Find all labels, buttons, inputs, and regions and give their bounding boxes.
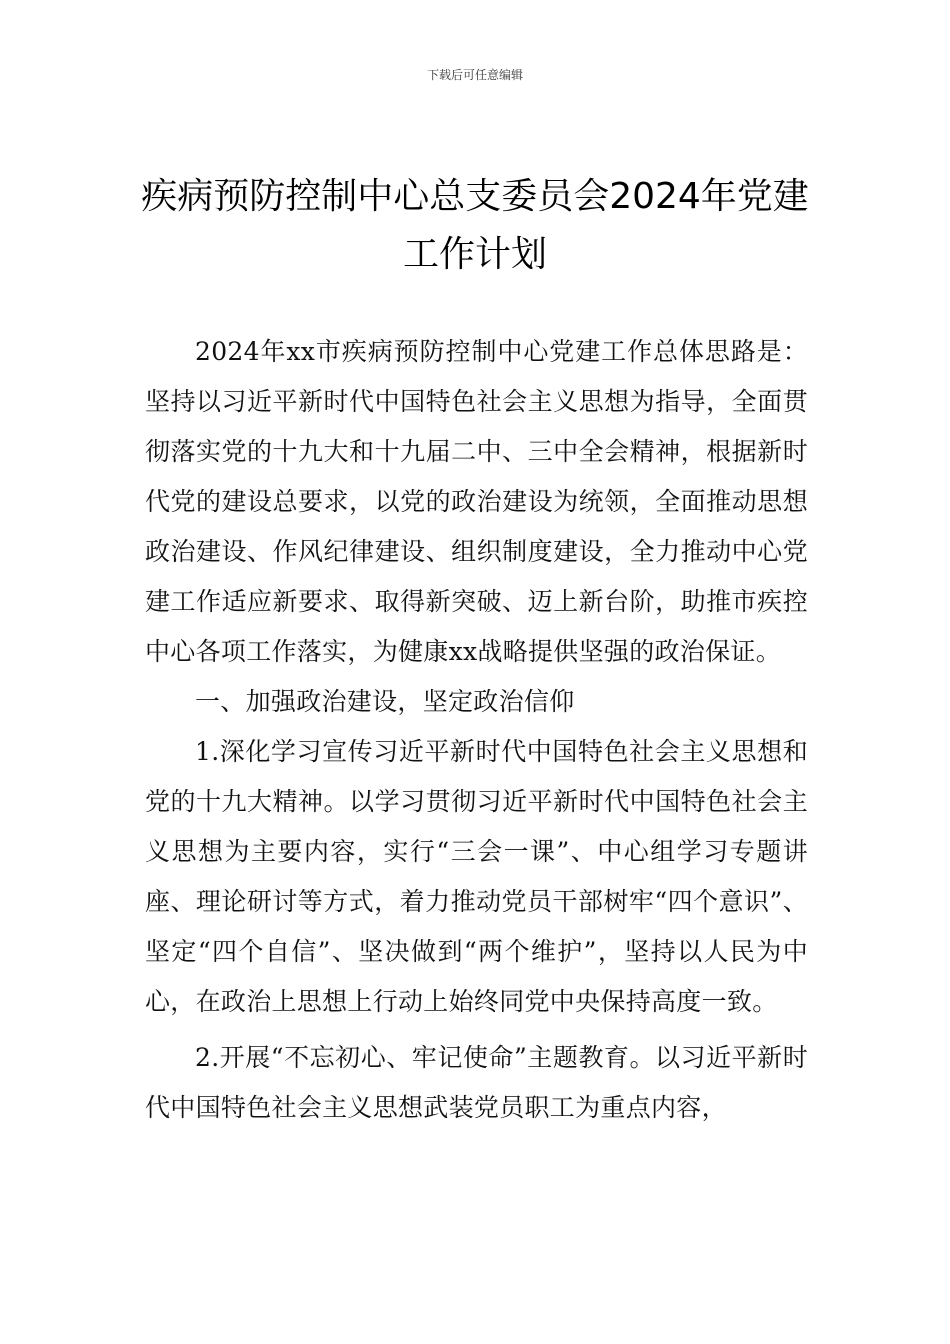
item-2-paragraph: 2.开展“不忘初心、牢记使命”主题教育。以习近平新时代中国特色社会主义思想武装党员职工为重点内容， bbox=[145, 1043, 808, 1122]
section-heading-1: 一、加强政治建设，坚定政治信仰 bbox=[195, 687, 575, 716]
document-title bbox=[110, 168, 840, 284]
document-body bbox=[145, 327, 808, 1133]
title-line-2: 工作计划 bbox=[402, 234, 547, 275]
header-note: 下载后可任意编辑 bbox=[426, 68, 523, 82]
item-1-paragraph: 1.深化学习宣传习近平新时代中国特色社会主义思想和党的十九大精神。以学习贯彻习近平新时代中国特色社会主义思想为主要内容，实行“三会一课”、中心组学习专题讲座、理论研讨等方式，着力推动党员干部树牢“四个意识”、坚定“四个自信”、坚决做到“两个维护”，坚持以人民为中心，在政治上思想上行动上始终同党中央保持高度一致。 bbox=[145, 737, 808, 1016]
intro-paragraph: 2024年xx市疾病预防控制中心党建工作总体思路是：坚持以习近平新时代中国特色社会主义思想为指导，全面贯彻落实党的十九大和十九届二中、三中全会精神，根据新时代党的建设总要求，以党的政治建设为统领，全面推动思想政治建设、作风纪律建设、组织制度建设，全力推动中心党建工作适应新要求、取得新突破、迈上新台阶，助推市疾控中心各项工作落实，为健康xx战略提供坚强的政治保证。 bbox=[145, 337, 808, 666]
title-line-1: 疾病预防控制中心总支委员会2024年党建 bbox=[141, 176, 809, 217]
